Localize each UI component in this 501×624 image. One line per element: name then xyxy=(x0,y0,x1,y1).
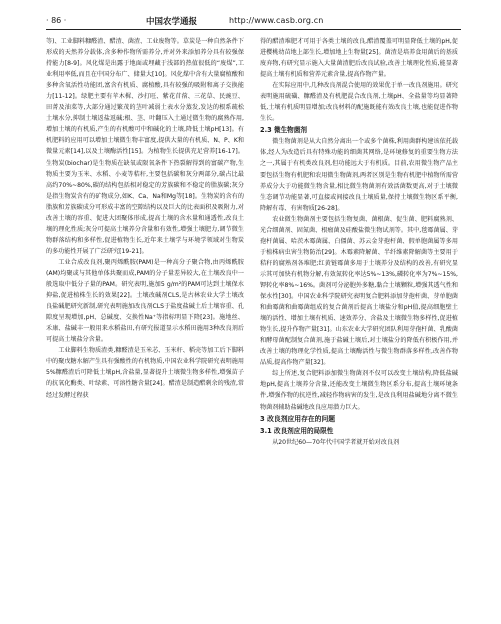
body-paragraph: 综上所述,复合肥料添加微生物菌剂不仅可以改变土壤结构,降低盐碱地pH,提高土壤养分含量,还能改变土壤微生物区系分布,提高土壤环境条件,增强作物的抗逆性,减轻作物病害的发生,是改良利用盐碱地分离不微生物菌剂辅助盐碱地改良应用潜力巨大。 xyxy=(260,370,458,411)
body-paragraph: 等)、工业脚料糠醛渣、醋渣、菌渣、工业废物等。草炭是一种自然条件下形成的天然养分载体,含多种作物所需养分,并对外来添加养分具有较强保持能力[8-9]。风化煤是出露于地面或埋藏于浅部的热值很低的“废煤”,工业利用率低,而且在中国分布广、储量大[10]。风化煤中含有大量腐植酸和多种含氧活性功能团,富含有机质、腐植酸,具有较强的吸附和离子交换能力[11-12]。绿肥主要有苹木樨、沙打旺、紫花苜蓿、三花草、民豌豆、田菁及油菜等,大部分通过繁茂的茎叶减弱土表水分蒸发,发达的根系疏松土壤水分,抑制土壤返盐返碱;根、茎、叶翻压入土通过微生物的腐熟作用,增加土壤的有机质,产生的有机酸可中和碱化的土壤,降低土壤pH[13]。有机肥料的应用可以增加土壤微生物丰富度,提供大量的有机质、N、P、K和微量元素[14],以及土壤酶活性[15]。为植物生长提供充足营养[16-17]。生物炭(biochar)是生物质在缺氧或限氧条件下热裂解得到的富碳产物,生物质主要为玉米、水稻、小麦等秸秆,主要包括碳和灰分两部分,碳占比最高约70%~80%,碳的结构包括相对稳定的芳族碳和不稳定的脂族碳;灰分是指生物炭含有的矿物成分,如K、Ca、Na和Mg等[18]。生物炭的含有的脂族和芳族碳成分可形成丰富的空隙结构以及巨大的比表面积及吸附力,对改善土壤的容重、促进大团聚体形成,提高土壤的含水量和通透性,改良土壤的理化性质;灰分可提高土壤养分含量和有效性,增强土壤肥力,调节微生物群落结构和多样性,促进植物生长,近年来土壤学与环境学领域对生物炭的多功能性开展了广泛研究[19-21]。 xyxy=(46,38,244,255)
body-paragraph: 在实际应用中,几种改良剂混合使用的效果优于单一改良剂施用。研究表明施用硫磺、糠醛渣及有机肥混合改良剂,土壤pH、全盐量等均显著降低,土壤有机质明显增加;改良材料的配施既能有效改良土壤,也能促进作物生长。 xyxy=(260,82,458,123)
journal-url[interactable]: http://www.casb.org.cn xyxy=(229,16,324,25)
section-heading-microbial-agents: 2.3 微生物菌剂 xyxy=(260,126,307,135)
journal-title: 中国农学通报 xyxy=(146,17,198,27)
right-column xyxy=(260,36,458,616)
page-number: · 86 · xyxy=(46,16,67,25)
body-paragraph: 得的醋渣堆肥才可用于各类土壤的改良,醋渣覆盖可明显降低土壤的pH,促进樱桃幼苗地上部生长,增加地上生物量[25]。菌渣是培养食用菌后的基质废弃物,有研究显示施入大量菌渣肥后改良试验,改善土壤理化性质,能显著提高土壤有机质和营养元素含量,提高作物产量。 xyxy=(260,38,458,79)
body-paragraph: 工业合成改良剂,聚丙烯酰胺(PAM)是一种高分子聚合物,由丙烯酰胺(AM)均聚或与其他单体共聚而成,PAM的分子量差异较大,在土壤改良中一般选取中低分子量的PAM。研究表明,施加5 g/m²的PAM可达到土壤保水抑盐,促进植株生长的效果[22]。土壤改碱剂CLS,是古林农业大学土壤改良盐碱肥研究新制,研究表明施加改良剂CLS于盐度盐碱土后土壤容重、孔隙度呈现增加,pH、总碱度、交换性Na⁺等指标明显下降[23]。施地丝、禾康、盐碱丰一般用来水稻盐田,有研究报道显示水稻田施用3种改良剂后可提高土壤盐分含量。 xyxy=(46,258,244,344)
page-header xyxy=(46,13,461,30)
body-paragraph: 农业微生物菌剂主要包括生物复菌、菌根菌、促生菌、肥料腐熟剂、光合细菌剂、固氮菌、根瘤菌及硅酸盐微生物试剂等。其中,毯霉菌属、芽孢杆菌属、哈茨木霉菌属、白僵菌、苏云金芽孢杆菌、假单胞菌属等多用于植株病虫害生物防治[29]。木霉素降解菌、半纤维素降解菌等主要用于秸秆的腐熟剂各堆肥;红黄链霉菌多用于土壤养分及结构的改善,有研究显示其可加快有机物分解,有效氮转化率达5%~13%,磷转化率为7%~15%,钾转化率8%~16%。菌剂可分泌胞外多糖,黏合土壤颗粒,增强其透气性和保水性[30]。中国农业科学院研究表明复合肥料添加芽孢杆菌、芽单胞菌和曲霉菌和曲霉菌组成的复合菌剂后提高土壤盐分和pH值,提高细胞壁土壤的活性、增加土壤有机质、速效养分、含盐及土壤微生物多样性,促进植物生长,提升作物产量[31]。山东农业大学研究团队利用芽孢杆菌、乳酸菌和酵母菌配制复合菌剂,施于盐碱土壤后,对土壤盐分的降低有积极作用,并改善土壤的物理化学性质,提高土壤酶活性与微生物群落多样性,改善作物品质,提高作物产量[32]。 xyxy=(260,215,458,367)
left-column xyxy=(46,36,244,616)
body-paragraph: 微生物菌剂是从大自然分离出一个或多个菌株,利用菌群构建该依托载体,经人为改造后具有特殊功能的细菌其网络,是环境修复的重要生物方法之一,其属于有机类改良剂,但功能远大于有机质。目前,农用微生物产品主要包括生物有机肥和农用微生物菌剂,两者区别是生物有机肥中植物所需营养成分大于功能微生物含量,相比微生物菌剂有效活菌数更高,对于土壤微生态调节功能显著,可直接或间接改良土壤质量,保持土壤微生物区系平衡,降解有毒、有害物质[26-28]。 xyxy=(260,138,458,212)
subsection-heading-limitations: 3.1 改良剂应用的局限性 xyxy=(260,427,334,436)
body-paragraph: 工业脚料生物质渣类,糠醛渣是玉米芯、玉米秆、稻壳等加工后下脚料中的聚戊糖水解产生具有强酸性的有机物质,中国农业科学院研究表明施用5%糠醛渣后可降低土壤pH,含盐量,显著提升土壤微生物多样性,增强苗子的抗氧化酶类、叶绿素、可溶性糖含量[24]。醋渣是制造醋剩余的残渣,常经过发酵过程获 xyxy=(46,347,244,399)
body-paragraph: 从20世纪60—70年代中国学者就开始对改良剂 xyxy=(272,439,400,447)
section-heading-problems: 3 改良剂应用存在的问题 xyxy=(260,414,336,423)
